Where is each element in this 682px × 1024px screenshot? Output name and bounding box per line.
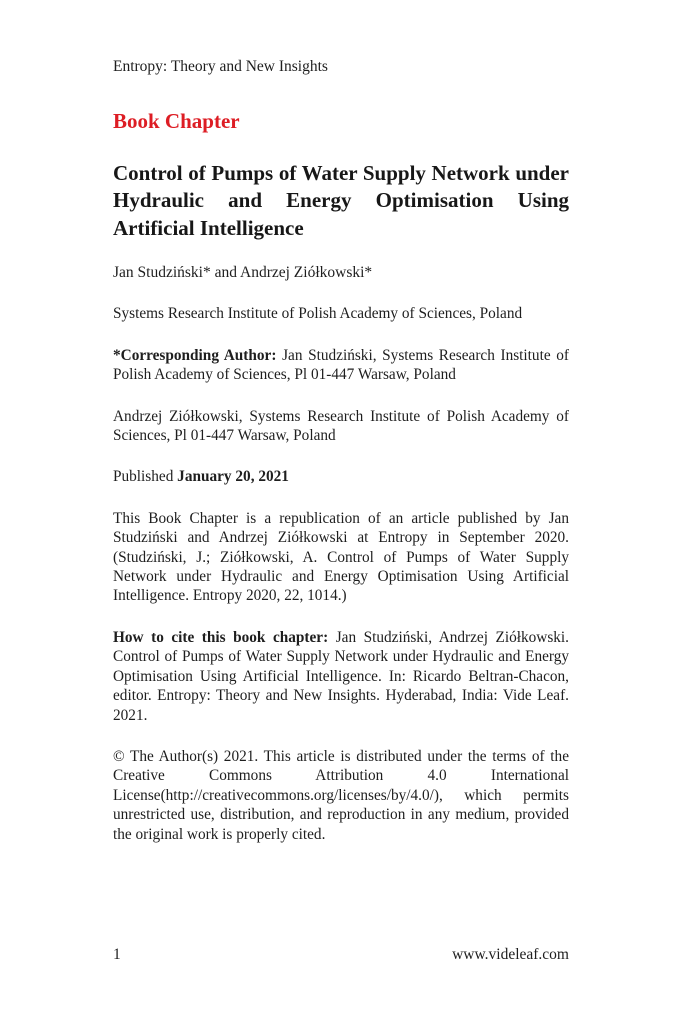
running-header: Entropy: Theory and New Insights — [113, 58, 328, 75]
corresponding-author-label: *Corresponding Author: — [113, 346, 277, 364]
citation-text: Jan Studziński, Andrzej Ziółkowski. Control of Pumps of Water Supply Network under Hydraulic and Energy Optimisation Using Artificial Intelligence. In: Ricardo Beltran-Chacon, editor. Entropy: Theory and New Insights. Hyderabad, India: Vide Leaf. 2021. — [113, 628, 569, 724]
page-footer — [113, 946, 569, 964]
corresponding-author-paragraph — [113, 346, 569, 385]
chapter-title: Control of Pumps of Water Supply Network under Hydraulic and Energy Optimisation Using Artificial Intelligence — [113, 160, 569, 240]
license-paragraph: © The Author(s) 2021. This article is distributed under the terms of the Creative Commons Attribution 4.0 International License(http://creativecommons.org/licenses/by/4.0/), which permits unrestricted use, distribution, and reproduction in any medium, provided the original work is properly cited. — [113, 747, 569, 843]
published-line — [113, 467, 569, 486]
book-chapter-label: Book Chapter — [113, 109, 240, 134]
republication-note-paragraph: This Book Chapter is a republication of an article published by Jan Studziński and Andrzej Ziółkowski at Entropy in September 2020. (Studziński, J.; Ziółkowski, A. Control of Pumps of Water Supply Network under Hydraulic and Energy Optimisation Using Artificial Intelligence. Entropy 2020, 22, 1014.) — [113, 509, 569, 605]
corresponding-author-text: Jan Studziński, Systems Research Institute of Polish Academy of Sciences, Pl 01-447 Warsaw, Poland — [113, 346, 569, 384]
affiliation-paragraph: Systems Research Institute of Polish Academy of Sciences, Poland — [113, 305, 523, 323]
page-number: 1 — [113, 946, 121, 963]
published-label: Published — [113, 468, 178, 486]
published-date: January 20, 2021 — [177, 468, 289, 486]
authors-line: Jan Studziński* and Andrzej Ziółkowski* — [113, 263, 373, 281]
second-author-affiliation-paragraph: Andrzej Ziółkowski, Systems Research Institute of Polish Academy of Sciences, Pl 01-447 Warsaw, Poland — [113, 407, 569, 444]
publisher-website: www.videleaf.com — [452, 946, 569, 963]
citation-paragraph — [113, 628, 569, 725]
citation-label: How to cite this book chapter: — [113, 628, 329, 646]
